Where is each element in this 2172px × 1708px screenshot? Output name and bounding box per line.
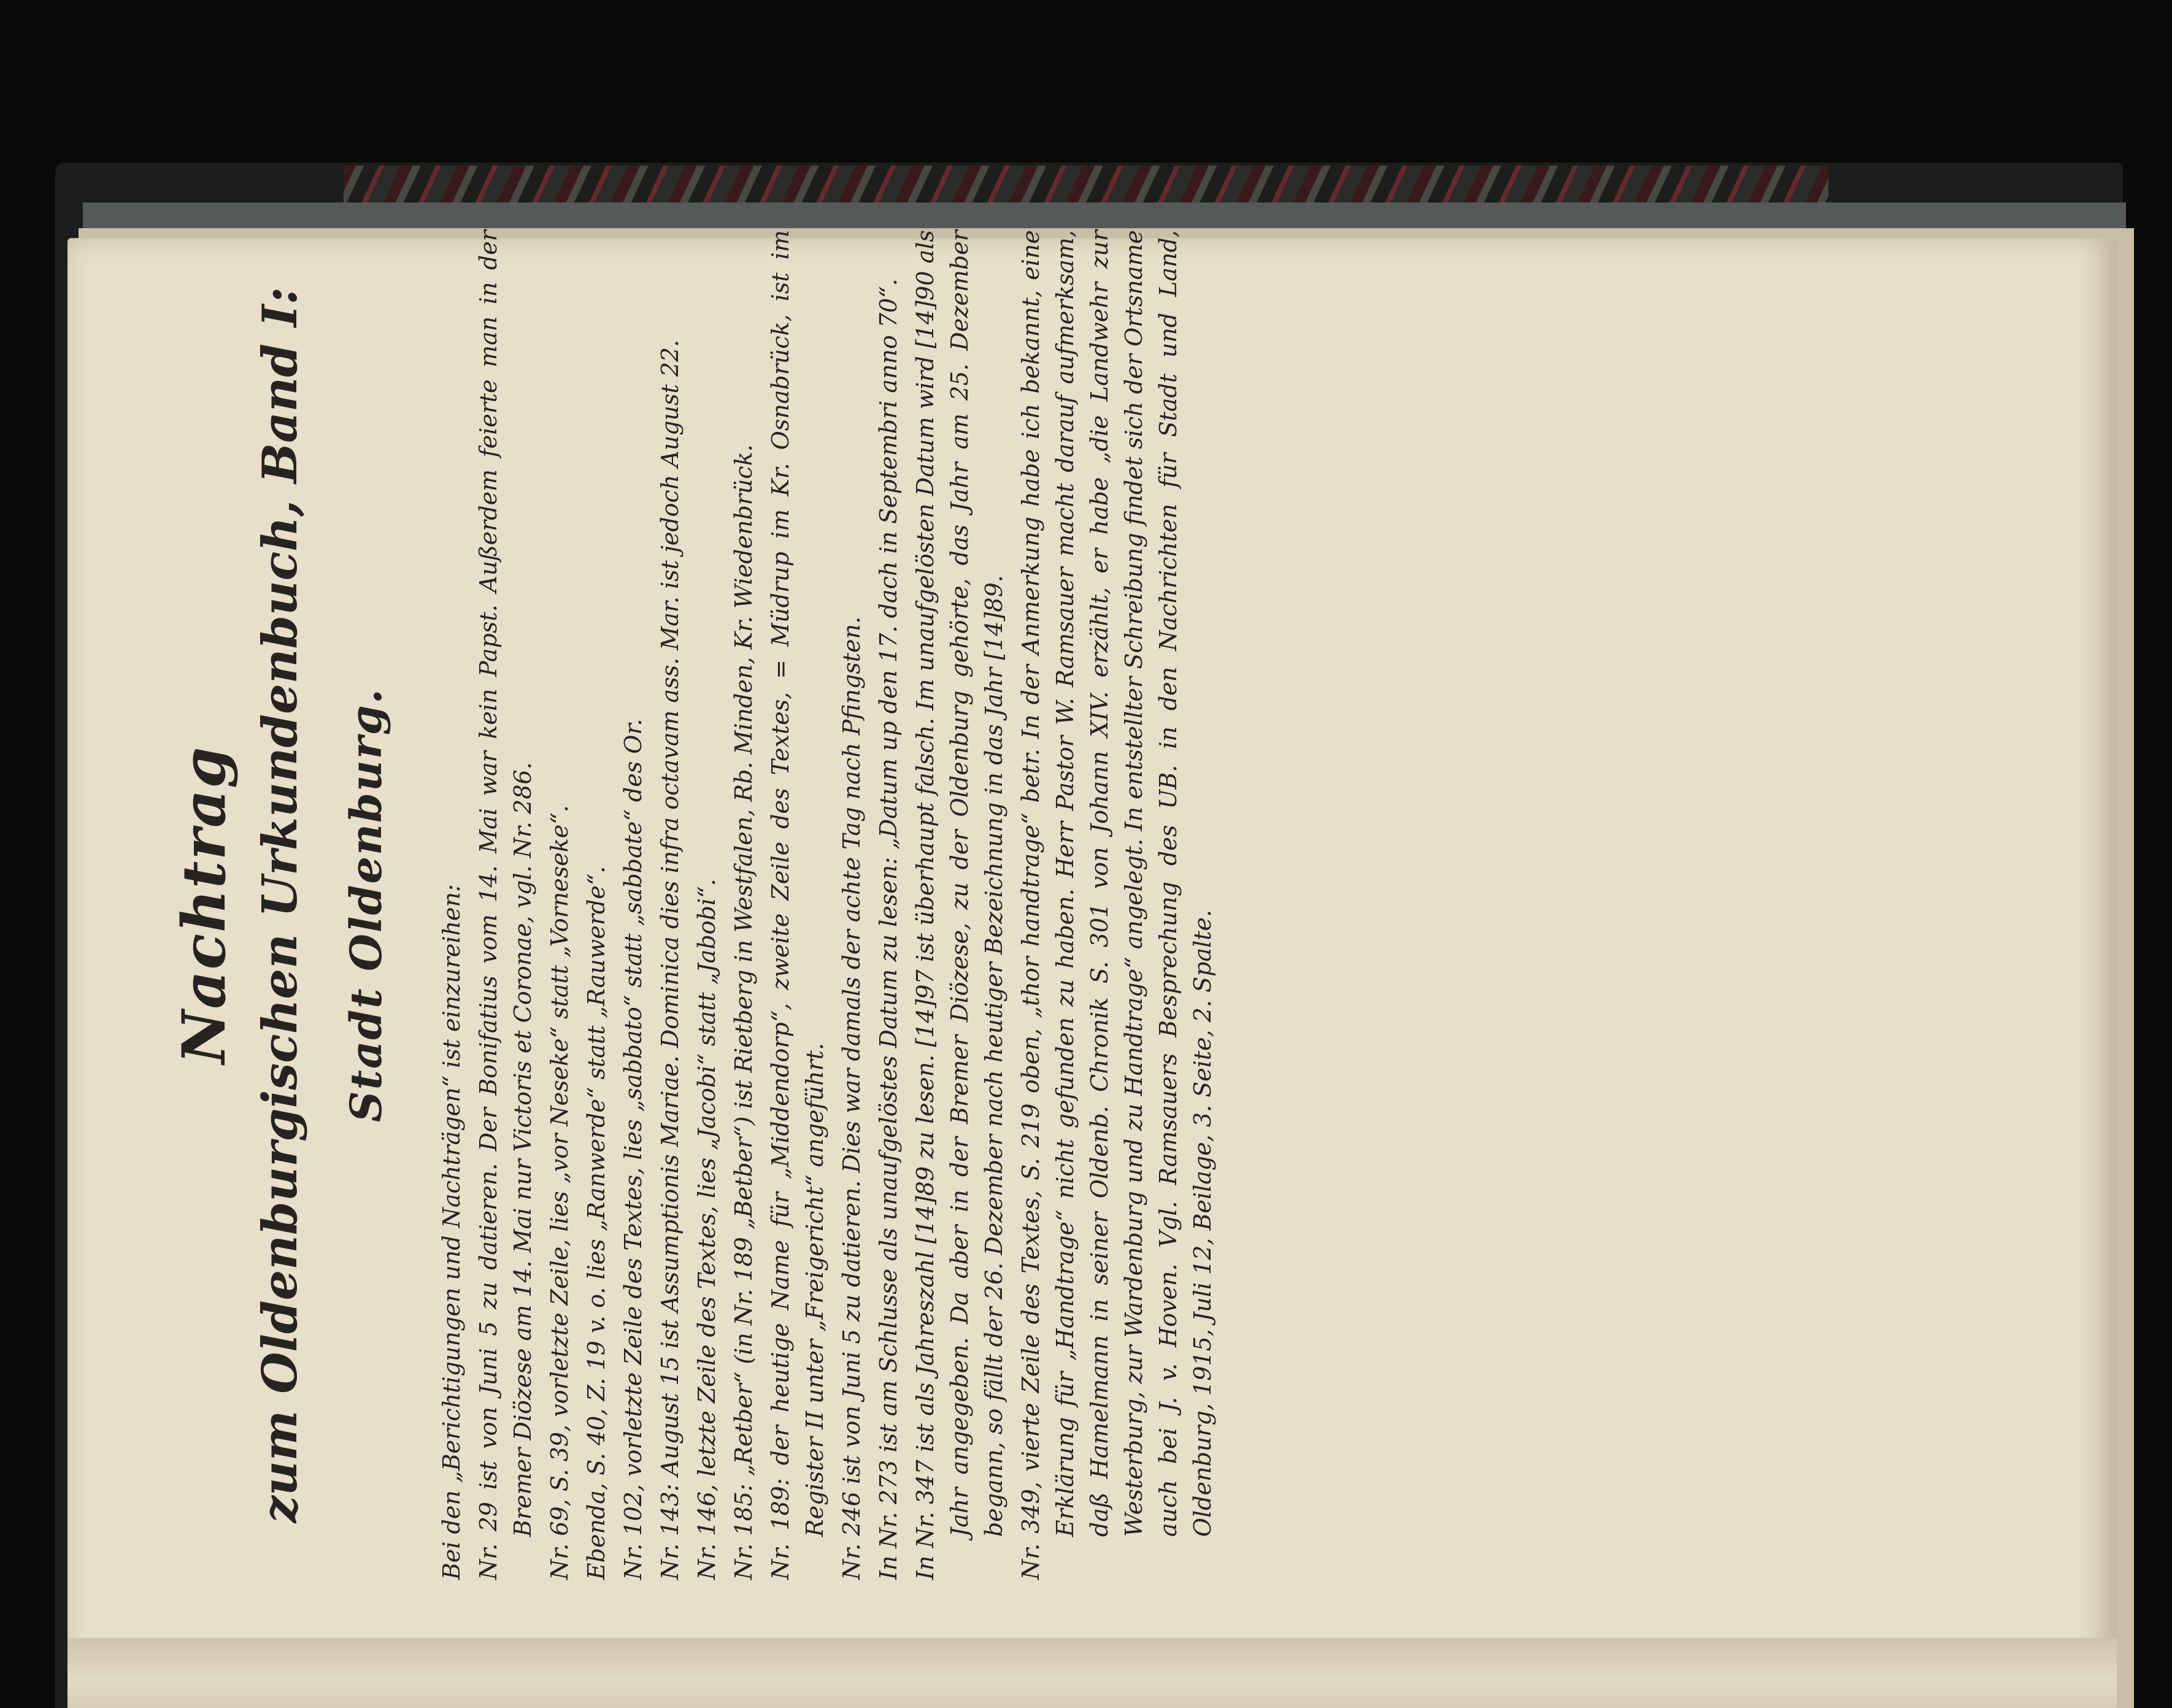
entry-ebenda: Ebenda, S. 40, Z. 19 v. o. lies „Ranwerde“ statt „Rauwerde“.: [583, 866, 610, 1580]
page-subtitle: zum Oldenburgischen Urkundenbuch, Band I:: [252, 287, 308, 1523]
intro-line: Bei den „Berichtigungen und Nachträgen“ ist einzureihen:: [438, 884, 466, 1580]
page-title: Nachtrag: [169, 745, 239, 1064]
corrections-body: [434, 230, 1220, 1580]
entry-nr-185: Nr. 185: „Retber“ (in Nr. 189 „Betber“) ist Rietberg in Westfalen, Rb. Minden, Kr. Wiedenbrück.: [730, 444, 758, 1580]
entry-nr-189: Nr. 189: der heutige Name für „Middendorp“, zweite Zeile des Textes, = Müdrup im Kr. Osnabrück, ist im Register II unter „Freigericht“ angeführt.: [767, 230, 829, 1580]
section-heading: Stadt Oldenburg.: [341, 688, 392, 1122]
entry-nr-29: Nr. 29 ist von Juni 5 zu datieren. Der Bonifatius vom 14. Mai war kein Papst. Außerdem feierte man in der Bremer Diözese am 14. Mai nur Victoris et Coronae, vgl. Nr. 286.: [475, 230, 537, 1580]
rotated-text-block: [169, 230, 1288, 1580]
entry-nr-273: In Nr. 273 ist am Schlusse als unaufgelöstes Datum zu lesen: „Datum up den 17. dach in Septembri anno 70“.: [875, 279, 903, 1580]
entry-nr-349: Nr. 349, vierte Zeile des Textes, S. 219 oben, „thor handtrage“ betr. In der Anmerkung habe ich bekannt, eine Erklärung für „Handtrage“ nicht gefunden zu haben. Herr Pastor W. Ramsauer macht darauf aufmerksam, daß Hamelmann in seiner Oldenb. Chronik S. 301 von Johann XIV. erzählt, er habe „die Landwehr zur Westerburg, zur Wardenburg und zu Handtrage“ angelegt. In entstellter Schreibung findet sich der Ortsname auch bei J. v. Hoven. Vgl. Ramsauers Besprechung des UB. in den Nachrichten für Stadt und Land, Oldenburg, 1915, Juli 12, Beilage, 3. Seite, 2. Spalte.: [1017, 230, 1217, 1580]
entry-nr-69: Nr. 69, S. 39, vorletzte Zeile, lies „vor Neseke“ statt „Vorneseke“.: [546, 805, 574, 1580]
page-gutter: [67, 1638, 2117, 1708]
entry-nr-146: Nr. 146, letzte Zeile des Textes, lies „Jacobi“ statt „Jabobi“.: [693, 879, 721, 1580]
entry-nr-143: Nr. 143: August 15 ist Assumptionis Mariae. Dominica dies infra octavam ass. Mar. ist jedoch August 22.: [657, 339, 684, 1580]
entry-nr-102: Nr. 102, vorletzte Zeile des Textes, lies „sabbato“ statt „sabbate“ des Or.: [620, 718, 647, 1580]
entry-nr-347: In Nr. 347 ist als Jahreszahl [14]89 zu lesen. [14]97 ist überhaupt falsch. Im unaufgelösten Datum wird [14]90 als Jahr angegeben. Da aber in der Bremer Diözese, zu der Oldenburg gehörte, das Jahr am 25. Dezember begann, so fällt der 26. Dezember nach heutiger Bezeichnung in das Jahr [14]89.: [912, 230, 1008, 1580]
entry-nr-246: Nr. 246 ist von Juni 5 zu datieren. Dies war damals der achte Tag nach Pfingsten.: [838, 616, 866, 1580]
